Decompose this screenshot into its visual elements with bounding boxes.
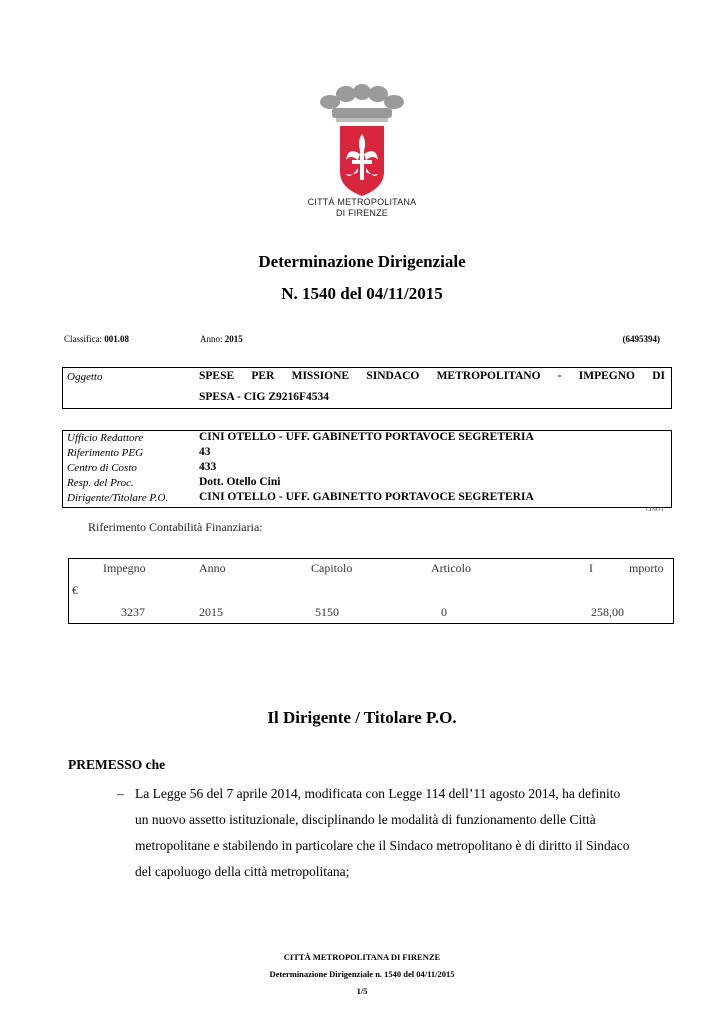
paragraph-line: La Legge 56 del 7 aprile 2014, modificata con Legge 114 dell’11 agosto 2014, ha definito — [135, 786, 621, 801]
org-name — [300, 197, 424, 219]
page-number: 1/5 — [356, 986, 368, 996]
detail-label: Ufficio Redattore — [67, 432, 144, 444]
section-heading: Il Dirigente / Titolare P.O. — [267, 708, 457, 727]
cell-articolo: 0 — [441, 605, 447, 619]
finance-table — [68, 558, 674, 624]
oggetto-label: Oggetto — [67, 371, 103, 383]
premesso-paragraph — [135, 781, 675, 885]
finance-caption: Riferimento Contabilità Finanziaria: — [88, 520, 263, 534]
detail-value: 433 — [199, 461, 217, 473]
paragraph-line: metropolitane e stabilendo in particolare che il Sindaco metropolitano è di diritto il Sindaco — [135, 838, 630, 853]
header-anno: Anno — [199, 561, 226, 575]
document-title: Determinazione Dirigenziale — [258, 252, 466, 271]
oggetto-line1: SPESE PER MISSIONE SINDACO METROPOLITANO - IMPEGNO DI — [199, 370, 665, 382]
footer-doc: Determinazione Dirigenziale n. 1540 del 04/11/2015 — [269, 969, 455, 979]
cell-importo: 258,00 — [591, 605, 624, 619]
document-code: (6495394) — [622, 334, 660, 344]
cell-capitolo: 5150 — [315, 605, 339, 619]
classifica-value: 001.08 — [104, 334, 129, 344]
org-name-line2: DI FIRENZE — [335, 208, 388, 218]
paragraph-line: del capoluogo della città metropolitana; — [135, 864, 350, 879]
anno — [200, 334, 243, 344]
currency-symbol: € — [72, 583, 78, 597]
anno-value: 2015 — [224, 334, 243, 344]
paragraph-line: un nuovo assetto istituzionale, disciplinando le modalità di funzionamento delle Città — [135, 812, 596, 827]
detail-label: Resp. del Proc. — [67, 477, 134, 489]
details-code: CINOT — [645, 507, 664, 513]
classifica — [64, 334, 129, 344]
header-importo: mporto — [629, 561, 664, 575]
anno-label: Anno: — [200, 334, 225, 344]
footer-org: CITTÀ METROPOLITANA DI FIRENZE — [283, 952, 441, 962]
detail-label: Dirigente/Titolare P.O. — [67, 492, 169, 504]
oggetto-box — [62, 367, 672, 409]
detail-label: Riferimento PEG — [67, 447, 144, 459]
cell-impegno: 3237 — [121, 605, 145, 619]
header-capitolo: Capitolo — [311, 561, 353, 575]
premesso-heading: PREMESSO che — [68, 757, 166, 772]
details-box — [62, 430, 672, 508]
classifica-label: Classifica: — [64, 334, 105, 344]
list-dash: – — [117, 786, 124, 801]
crown-icon — [320, 84, 404, 122]
detail-label: Centro di Costo — [67, 462, 137, 474]
org-name-line1: CITTÀ METROPOLITANA — [307, 197, 417, 207]
detail-value: CINI OTELLO - UFF. GABINETTO PORTAVOCE SEGRETERIA — [199, 491, 534, 503]
header-importo-initial: I — [589, 561, 593, 575]
oggetto-line2: SPESA - CIG Z9216F4534 — [199, 391, 330, 403]
detail-value: 43 — [199, 446, 211, 458]
detail-value: CINI OTELLO - UFF. GABINETTO PORTAVOCE SEGRETERIA — [199, 431, 534, 443]
header-impegno: Impegno — [103, 561, 146, 575]
document-number: N. 1540 del 04/11/2015 — [281, 284, 443, 303]
header-articolo: Articolo — [431, 561, 471, 575]
detail-value: Dott. Otello Cini — [199, 476, 281, 488]
cell-anno: 2015 — [199, 605, 223, 619]
